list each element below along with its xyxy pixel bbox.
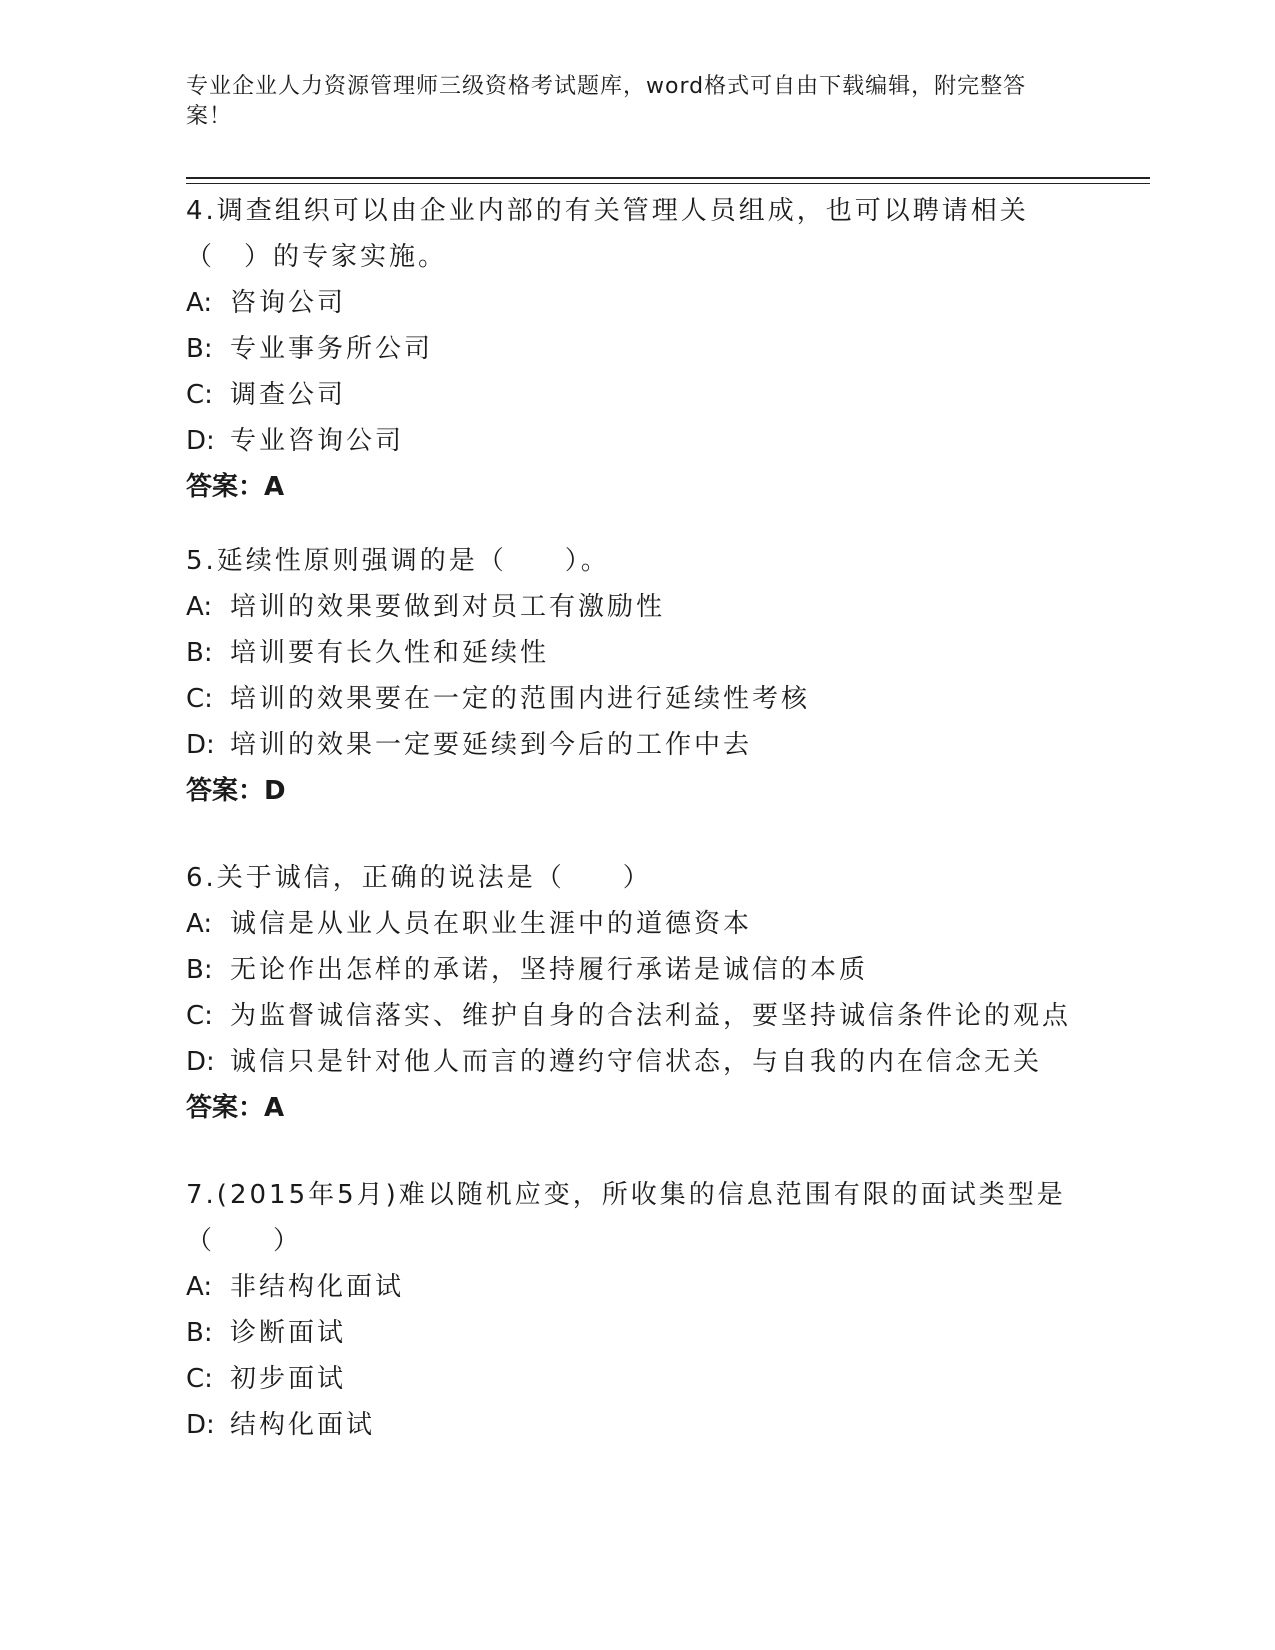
question-5 (186, 538, 1086, 814)
option-text: 诚信只是针对他人而言的遵约守信状态，与自我的内在信念无关 (230, 1047, 1043, 1077)
option-a (186, 280, 1086, 326)
option-d (186, 418, 1086, 464)
option-d (186, 1402, 1086, 1448)
option-a (186, 584, 1086, 630)
option-text: 培训要有长久性和延续性 (230, 638, 550, 668)
option-text: 诊断面试 (230, 1318, 347, 1348)
option-text: 培训的效果一定要延续到今后的工作中去 (230, 730, 753, 760)
question-4 (186, 188, 1086, 510)
option-key: A: (186, 592, 213, 622)
option-b (186, 1310, 1086, 1356)
option-c (186, 993, 1086, 1039)
question-stem: 6.关于诚信，正确的说法是（ ） (186, 863, 652, 893)
answer-line: 答案：A (186, 472, 285, 502)
option-b (186, 947, 1086, 993)
option-key: B: (186, 955, 213, 985)
option-key: C: (186, 684, 213, 714)
option-key: C: (186, 380, 213, 410)
option-c (186, 372, 1086, 418)
option-text: 培训的效果要在一定的范围内进行延续性考核 (230, 684, 811, 714)
option-key: B: (186, 638, 213, 668)
option-b (186, 630, 1086, 676)
question-7 (186, 1172, 1086, 1448)
option-text: 培训的效果要做到对员工有激励性 (230, 592, 666, 622)
option-c (186, 1356, 1086, 1402)
option-key: A: (186, 909, 213, 939)
option-text: 无论作出怎样的承诺，坚持履行承诺是诚信的本质 (230, 955, 869, 985)
option-text: 结构化面试 (230, 1410, 376, 1440)
option-d (186, 1039, 1086, 1085)
option-text: 非结构化面试 (230, 1272, 405, 1302)
option-c (186, 676, 1086, 722)
option-a (186, 901, 1086, 947)
option-text: 咨询公司 (230, 288, 347, 318)
document-header: 专业企业人力资源管理师三级资格考试题库，word格式可自由下载编辑，附完整答案！ (186, 74, 1027, 129)
option-key: D: (186, 1410, 215, 1440)
option-text: 专业事务所公司 (230, 334, 434, 364)
option-key: C: (186, 1364, 213, 1394)
option-key: A: (186, 288, 213, 318)
option-key: C: (186, 1001, 213, 1031)
header-rule-thick (186, 177, 1150, 179)
option-d (186, 722, 1086, 768)
question-6 (186, 855, 1086, 1131)
option-key: B: (186, 334, 213, 364)
option-key: D: (186, 426, 215, 456)
header-rule-thin (186, 183, 1150, 184)
answer-line: 答案：A (186, 1093, 285, 1123)
question-stem: 5.延续性原则强调的是（ ）。 (186, 546, 610, 576)
option-b (186, 326, 1086, 372)
option-key: D: (186, 1047, 215, 1077)
option-text: 为监督诚信落实、维护自身的合法利益，要坚持诚信条件论的观点 (230, 1001, 1072, 1031)
question-stem: 7.(2015年5月)难以随机应变，所收集的信息范围有限的面试类型是（ ） (186, 1180, 1066, 1256)
answer-line: 答案：D (186, 776, 286, 806)
option-text: 诚信是从业人员在职业生涯中的道德资本 (230, 909, 753, 939)
option-a (186, 1264, 1086, 1310)
option-text: 初步面试 (230, 1364, 347, 1394)
question-stem: 4.调查组织可以由企业内部的有关管理人员组成，也可以聘请相关（ ）的专家实施。 (186, 196, 1029, 272)
option-key: B: (186, 1318, 213, 1348)
option-text: 调查公司 (230, 380, 347, 410)
option-key: A: (186, 1272, 213, 1302)
option-key: D: (186, 730, 215, 760)
option-text: 专业咨询公司 (230, 426, 405, 456)
